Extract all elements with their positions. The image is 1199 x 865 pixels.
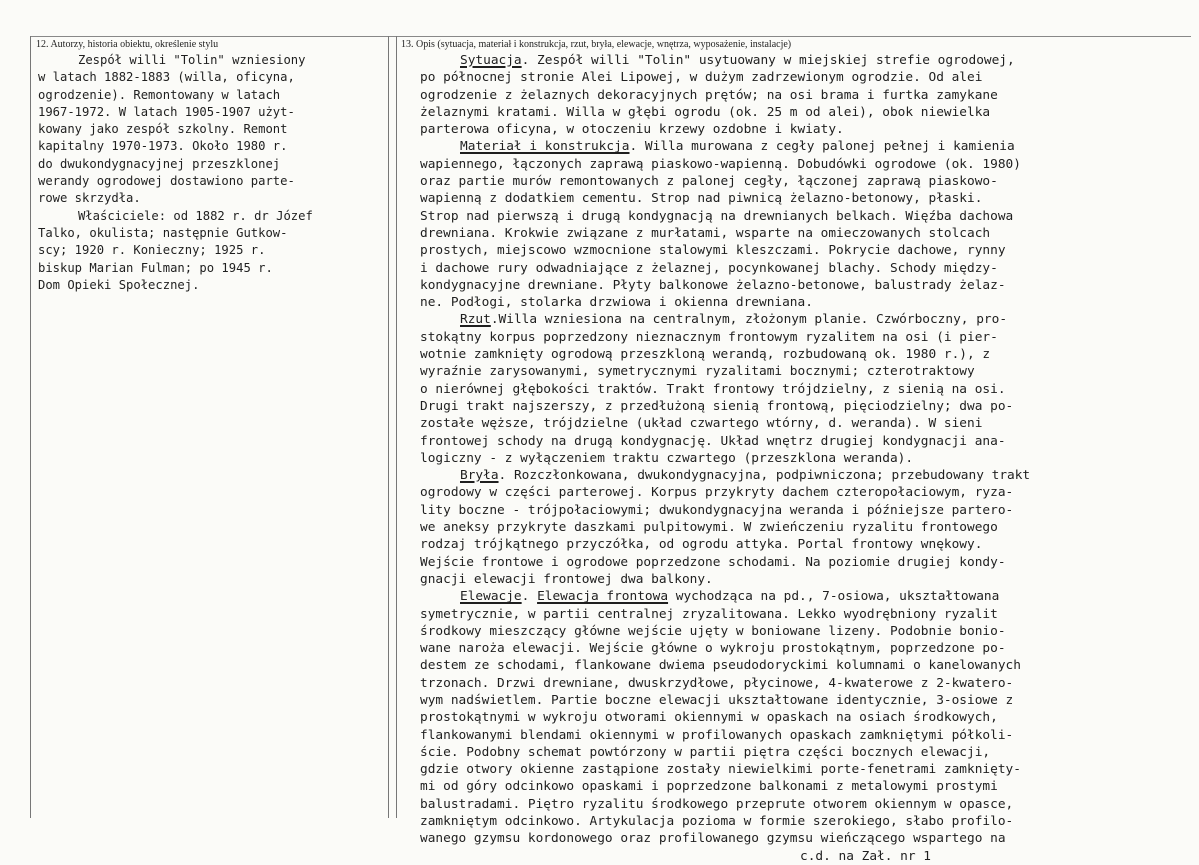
text-line: biskup Marian Fulman; po 1945 r. (38, 260, 273, 275)
text-line: rodzaj trójkątnego przyczółka, od ogrodu attyka. Portal frontowy wnękowy. (420, 537, 983, 553)
text-line: kapitalny 1970-1973. Około 1980 r. (38, 139, 288, 154)
text-line: po północnej stronie Alei Lipowej, w dużym zadrzewionym ogrodzie. Od alei (420, 70, 983, 86)
text-line: balustradami. Piętro ryzalitu środkowego przeprute otworem okiennym w opasce, (420, 796, 1014, 812)
text-line: drewniana. Krokwie związane z murłatami, wsparte na omieczowanych stolcach (420, 225, 991, 241)
text-line: rowe skrzydła. (38, 191, 141, 206)
text-line: symetrycznie, w partii centralnej zryzalitowana. Lekko wyodrębniony ryzalit (420, 606, 998, 622)
text-line: prostych, miejscowo wzmocnione stalowymi kleszczami. Pokrycie dachowe, rynny (420, 243, 1006, 259)
text-line: Dom Opieki Społecznej. (38, 277, 200, 292)
text-line: wane naroża elewacji. Wejście główne o wykroju prostokątnym, poprzedzone po- (420, 641, 1006, 657)
top-border (30, 36, 1191, 37)
sytuacja-first-line: Sytuacja. Zespół willi "Tolin" usytuowany w miejskiej strefie ogrodowej, (460, 53, 1015, 68)
column-divider-inner (396, 36, 397, 818)
bryla-first-line: Bryła. Rozczłonkowana, dwukondygnacyjna, podpiwniczona; przebudowany trakt (460, 468, 1031, 484)
text-line: stokątny korpus poprzedzony nieznacznym frontowym ryzalitem na osi (i pier- (420, 329, 998, 345)
text-line: ście. Podobny schemat powtórzony w partii piętra części bocznych elewacji, (420, 744, 991, 760)
text-line: prostokątnymi w wykroju otworami okiennymi w opaskach na osiach środkowych, (420, 710, 998, 726)
text-line: 1967-1972. W latach 1905-1907 użyt- (38, 104, 295, 119)
text-line: wym nadświetlem. Partie boczne elewacji ukształtowane identycznie, 3-osiowe z (420, 692, 1014, 708)
left-border (30, 36, 31, 818)
text-line: środkowy mieszczący główne wejście ujęty w boniowane lizeny. Podobnie bonio- (420, 623, 1006, 639)
text-line: werandy ogrodowej dostawiono parte- (38, 174, 295, 189)
text-line: i dachowe rury odwadniające z żelaznej, pocynkowanej blachy. Schody między- (420, 260, 998, 276)
rzut-first-line: Rzut.Willa wzniesiona na centralnym, złożonym planie. Czwórboczny, pro- (460, 312, 1008, 328)
text-line: do dwukondygnacyjnej przeszklonej (38, 156, 281, 171)
text-line: wapienną z dodatkiem cementu. Strop nad piwnicą żelazno-betonowy, płaski. (420, 191, 983, 207)
rzut-label: Rzut (460, 312, 491, 328)
text-line: Talko, okulista; następnie Gutkow- (38, 225, 288, 240)
text-line: kondygnacyjne drewniane. Płyty balkonowe żelazno-betonowe, balustrady żelaz- (420, 277, 1006, 293)
text-line: gnacji elewacji frontowej dwa balkony. (420, 571, 713, 587)
text-line: Właściciele: od 1882 r. dr Józef (78, 208, 313, 223)
continuation-note: c.d. na Zał. nr 1 (800, 848, 931, 864)
elewacja-frontowa-label: Elewacja frontowa (537, 589, 669, 605)
text-line: wyraźnie zarysowanymi, symetrycznymi ryzalitami bocznymi; czterotraktowy (420, 364, 975, 380)
section-12-header: 12. Autorzy, historia obiektu, określenie stylu (36, 39, 219, 50)
text-line: kowany jako zespół szkolny. Remont (38, 122, 288, 137)
column-divider (388, 36, 389, 818)
text-line: scy; 1920 r. Konieczny; 1925 r. (38, 243, 266, 258)
text-line: wapiennego, łączonych zaprawą piaskowo-wapienną. Dobudówki ogrodowe (ok. 1980) (420, 156, 1021, 172)
sytuacja-label: Sytuacja (460, 53, 522, 68)
history-text (38, 52, 383, 294)
text-line: wotnie zamknięty ogrodową przeszkloną werandą, rozbudowaną ok. 1980 r.), z (420, 347, 991, 363)
text-line: we aneksy przykryte daszkami pulpitowymi. W zwieńczeniu ryzalitu frontowego (420, 520, 998, 536)
text-line: parterowa oficyna, w otoczeniu krzewy ozdobne i kwiaty. (420, 122, 844, 138)
text-line: zostałe węższe, trójdzielne (układ czwartego wtórny, d. weranda). W sieni (420, 416, 983, 432)
text-line: destem ze schodami, flankowane dwiema pseudodoryckimi kolumnami o kanelowanych (420, 658, 1021, 674)
text-line: mi od góry odcinkowo opaskami i poprzedzone balkonami z metalowymi prostymi (420, 779, 998, 795)
text-line: Zespół willi "Tolin" wzniesiony (78, 53, 306, 67)
text-line: zamkniętym odcinkowo. Artykulacja pozioma w formie szerokiego, słabo profilo- (420, 814, 1014, 830)
material-label: Materiał i konstrukcja (460, 139, 630, 155)
description-text (420, 52, 1190, 865)
text-line: w latach 1882-1883 (willa, oficyna, (38, 70, 295, 85)
text-line: Strop nad pierwszą i drugą kondygnacją na drewnianych belkach. Więźba dachowa (420, 208, 1014, 224)
section-13-header: 13. Opis (sytuacja, materiał i konstrukcja, rzut, bryła, elewacje, wnętrza, wyposażenie, instalacje) (401, 39, 792, 50)
material-first-line: Materiał i konstrukcja. Willa murowana z cegły palonej pełnej i kamienia (460, 139, 1015, 155)
text-line: o nierównej głębokości traktów. Trakt frontowy trójdzielny, z sienią na osi. (420, 381, 1006, 397)
text-line: flankowanymi blendami okiennymi w profilowanych opaskach zamkniętymi półkoli- (420, 727, 1014, 743)
text-line: ne. Podłogi, stolarka drzwiowa i okienna drewniana. (420, 295, 813, 311)
text-line: trzonach. Drzwi drewniane, dwuskrzydłowe, płycinowe, 4-kwaterowe z 2-kwatero- (420, 675, 1014, 691)
bryla-label: Bryła (460, 468, 499, 484)
text-line: ogrodowy w części parterowej. Korpus przykryty dachem czteropołaciowym, ryza- (420, 485, 1014, 501)
elewacje-first-line: Elewacje. Elewacja frontowa wychodząca na pd., 7-osiowa, ukształtowana (460, 589, 1000, 605)
text-line: ogrodzenie). Remontowany w latach (38, 87, 281, 102)
text-line: Wejście frontowe i ogrodowe poprzedzone schodami. Na poziomie drugiej kondy- (420, 554, 1006, 570)
text-line: wanego gzymsu kordonowego oraz profilowanego gzymsu wieńczącego wspartego na (420, 831, 1006, 847)
text-line: Drugi trakt najszerszy, z przedłużoną sienią frontową, pięciodzielny; dwa po- (420, 398, 1014, 414)
text-line: lity boczne - trójpołaciowymi; dwukondygnacyjna weranda i późniejsze partero- (420, 502, 1014, 518)
text-line: oraz partie murów remontowanych z palonej cegły, łączonej zaprawą piaskowo- (420, 174, 998, 190)
elewacje-label: Elewacje (460, 589, 522, 605)
text-line: logiczny - z wyłączeniem traktu czwartego (przeszklona weranda). (420, 450, 914, 466)
text-line: gdzie otwory okienne zastąpione zostały niewielkimi porte-fenetrami zamknięty- (420, 762, 1021, 778)
text-line: frontowej schody na drugą kondygnację. Układ wnętrz drugiej kondygnacji ana- (420, 433, 1006, 449)
text-line: żelaznymi kratami. Willa w głębi ogrodu (ok. 25 m od alei), obok niewielka (420, 104, 991, 120)
text-line: ogrodzenie z żelaznych dekoracyjnych prętów; na osi brama i furtka zamykane (420, 87, 998, 103)
